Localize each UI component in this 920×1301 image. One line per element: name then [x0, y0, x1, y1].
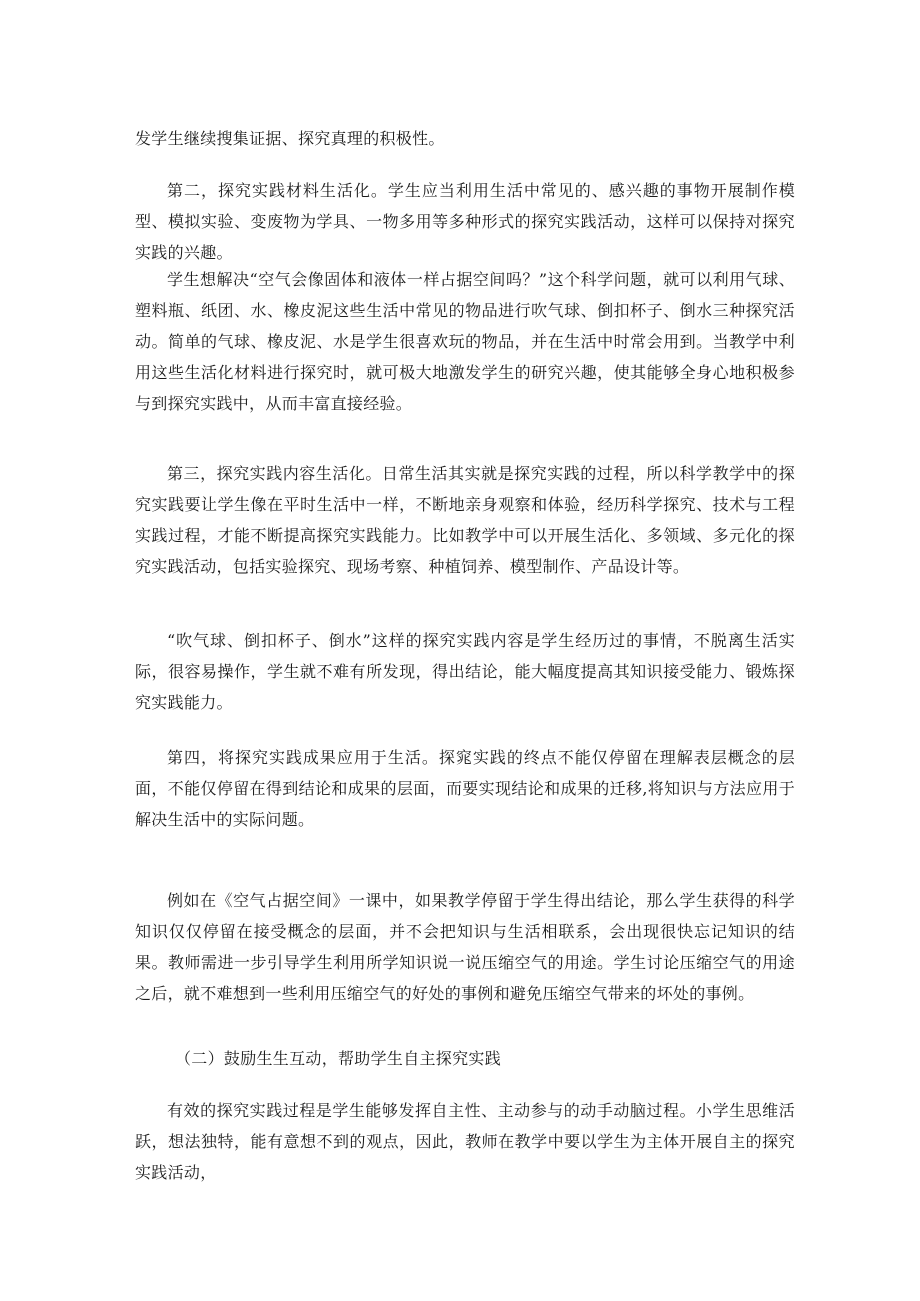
section-heading: （二）鼓励生生互动，帮助学生自主探究实践 [175, 1049, 502, 1068]
paragraph-lesson-example: 例如在《空气占据空间》一课中，如果教学停留于学生得出结论，那么学生获得的科学知识仅仅停留在接受概念的层面，并不会把知识与生活相联系，会出现很快忘记知识的结果。教师需进一步引导学生利用所学知识说一说压缩空气的用途。学生讨论压缩空气的用途之后，就不难想到一些利用压缩空气的好处的事例和避免压缩空气带来的坏处的事例。 [135, 891, 795, 1003]
paragraph-third-point: 第三，探究实践内容生活化。日常生活其实就是探究实践的过程，所以科学教学中的探究实践要让学生像在平时生活中一样，不断地亲身观察和体验，经历科学探究、技术与工程实践过程，才能不断提高探究实践能力。比如教学中可以开展生活化、多领域、多元化的探究实践活动，包括实验探究、现场考察、种植饲养、模型制作、产品设计等。 [135, 464, 795, 576]
paragraph-second-point: 第二，探究实践材料生活化。学生应当利用生活中常见的、感兴趣的事物开展制作模型、模拟实验、变废物为学具、一物多用等多种形式的探究实践活动，这样可以保持对探究实践的兴趣。 [135, 181, 795, 262]
paragraph-balloon-content: “吹气球、倒扣杯子、倒水”这样的探究实践内容是学生经历过的事情，不脱离生活实际，很容易操作，学生就不难有所发现，得出结论，能大幅度提高其知识接受能力、锻炼探究实践能力。 [135, 631, 795, 712]
paragraph-fourth-point: 第四，将探究实践成果应用于生活。探窕实践的终点不能仅停留在理解表层概念的层面，不能仅停留在得到结论和成果的层面，而要实现结论和成果的迁移,将知识与方法应用于解决生活中的实际问题。 [135, 748, 795, 829]
paragraph-air-example: 学生想解决“空气会像固体和液体一样占据空间吗？”这个科学问题，就可以利用气球、塑料瓶、纸团、水、橡皮泥这些生活中常见的物品进行吹气球、倒扣杯子、倒水三种探究活动。简单的气球、橡皮泥、水是学生很喜欢玩的物品，并在生活中时常会用到。当教学中利用这些生活化材料进行探究时，就可极大地激发学生的研究兴趣，使其能够全身心地积极参与到探究实践中，从而丰富直接经验。 [135, 270, 795, 413]
paragraph-continuation: 发学生继续搜集证据、探究真理的积极性。 [135, 129, 445, 148]
paragraph-effective-inquiry: 有效的探究实践过程是学生能够发挥自主性、主动参与的动手动脑过程。小学生思维活跃，想法独特，能有意想不到的观点，因此，教师在教学中要以学生为主体开展自主的探究实践活动， [135, 1101, 795, 1182]
